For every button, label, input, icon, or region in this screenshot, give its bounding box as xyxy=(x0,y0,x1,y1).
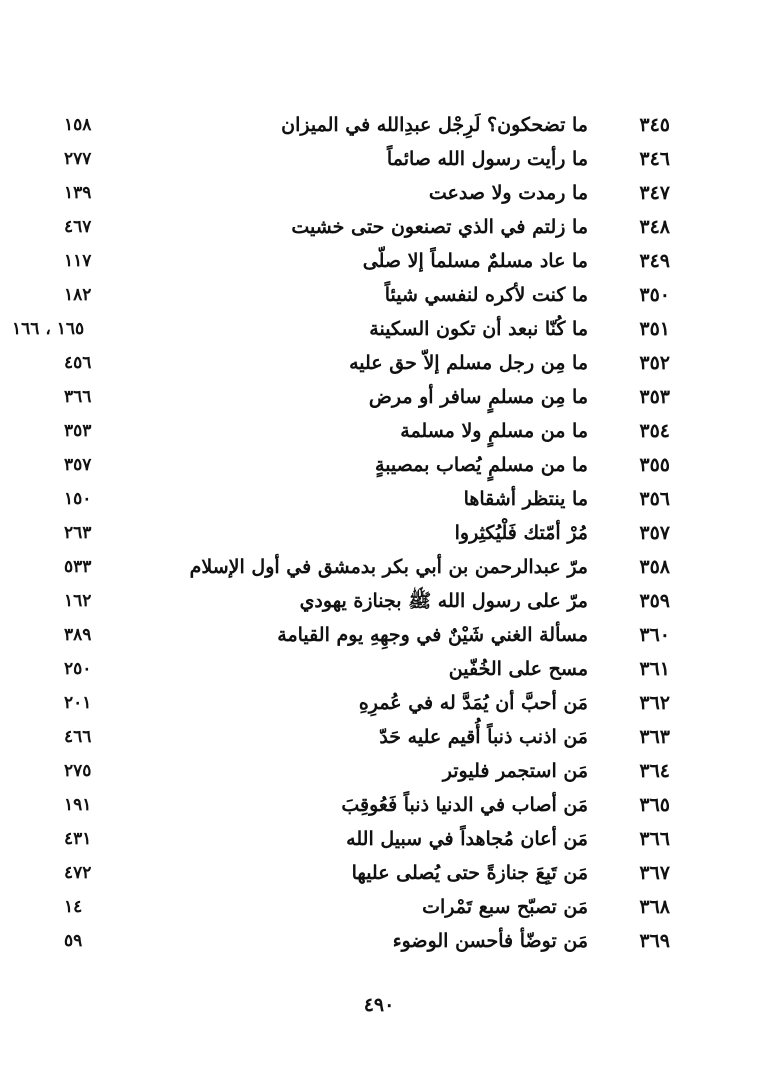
index-row xyxy=(50,448,670,482)
entry-number: ٣٦٨ xyxy=(639,896,670,918)
entry-page: ٢٧٥ xyxy=(64,761,92,781)
index-row xyxy=(50,108,670,142)
index-row xyxy=(50,890,670,924)
index-row xyxy=(50,788,670,822)
index-row xyxy=(50,346,670,380)
entry-title: مسألة الغني شَيْنٌ في وجهِهِ يوم القيامة xyxy=(277,624,588,646)
entry-title: مَن تصبّح سبع تَمْرات xyxy=(422,896,588,918)
entry-page: ٤٦٧ xyxy=(64,217,92,237)
index-row xyxy=(50,414,670,448)
index-row xyxy=(50,550,670,584)
entry-number: ٣٥٣ xyxy=(639,386,670,408)
entry-title: مُرْ أمّتك فَلْيُكثِروا xyxy=(454,522,588,544)
entry-page: ٢٧٧ xyxy=(64,149,92,169)
entry-title: مَن توضّأ فأحسن الوضوء xyxy=(392,930,588,952)
entry-title: ما كنت لأكره لنفسي شيئاً xyxy=(384,284,588,306)
entry-title: ما تضحكون؟ لَرِجْل عبدِالله في الميزان xyxy=(281,114,588,136)
entry-page: ٣٨٩ xyxy=(64,625,92,645)
entry-title: ما من مسلمٍ يُصاب بمصيبةٍ xyxy=(375,454,588,476)
entry-number: ٣٥٤ xyxy=(639,420,670,442)
entry-page: ٥٣٣ xyxy=(64,557,92,577)
index-row xyxy=(50,584,670,618)
entry-page: ١٦٢ xyxy=(64,591,92,611)
entry-title: مَن تَبِعَ جنازةً حتى يُصلى عليها xyxy=(351,862,588,884)
entry-page: ١٩١ xyxy=(64,795,92,815)
entry-number: ٣٥١ xyxy=(639,318,670,340)
entry-number: ٣٤٥ xyxy=(639,114,670,136)
entry-page: ٣٥٧ xyxy=(64,455,92,475)
entry-number: ٣٦١ xyxy=(639,658,670,680)
entry-number: ٣٥٧ xyxy=(639,522,670,544)
entry-number: ٣٦٣ xyxy=(639,726,670,748)
entry-title: مَن استجمر فليوتر xyxy=(442,760,588,782)
entry-page: ١١٧ xyxy=(64,251,92,271)
index-row xyxy=(50,380,670,414)
entry-title: مَن أحبَّ أن يُمَدَّ له في عُمرِهِ xyxy=(358,692,588,714)
index-row xyxy=(50,822,670,856)
entry-title: ما مِن مسلمٍ سافر أو مرض xyxy=(368,386,588,408)
entry-number: ٣٥٨ xyxy=(639,556,670,578)
entry-number: ٣٥٢ xyxy=(639,352,670,374)
hadith-index-list xyxy=(12,108,670,958)
entry-title: ما مِن رجل مسلم إلاّ حق عليه xyxy=(349,352,588,374)
entry-page: ٢٠١ xyxy=(64,693,92,713)
index-row xyxy=(50,244,670,278)
entry-number: ٣٦٦ xyxy=(639,828,670,850)
entry-page: ٤٦٦ xyxy=(64,727,92,747)
index-row xyxy=(50,516,670,550)
index-row xyxy=(50,618,670,652)
entry-number: ٣٥٥ xyxy=(639,454,670,476)
index-row xyxy=(50,176,670,210)
entry-page: ١٥٠ xyxy=(64,489,92,509)
index-row xyxy=(50,652,670,686)
entry-number: ٣٥٩ xyxy=(639,590,670,612)
entry-page: ٣٥٣ xyxy=(64,421,92,441)
entry-page: ١٦٥ ، ١٦٦ xyxy=(12,319,85,339)
entry-page: ٤٣١ xyxy=(64,829,92,849)
entry-title: مَن أعان مُجاهداً في سبيل الله xyxy=(346,828,588,850)
entry-number: ٣٦٤ xyxy=(639,760,670,782)
entry-number: ٣٤٨ xyxy=(639,216,670,238)
entry-title: مرّ على رسول الله ﷺ بجنازة يهودي xyxy=(299,590,588,612)
index-row xyxy=(50,142,670,176)
index-row xyxy=(50,278,670,312)
page-number: ٤٩٠ xyxy=(363,994,395,1016)
index-row xyxy=(50,924,670,958)
entry-title: مَن اذنب ذنباً أُقيم عليه حَدّ xyxy=(379,726,588,748)
entry-page: ٢٦٣ xyxy=(64,523,92,543)
entry-number: ٣٤٩ xyxy=(639,250,670,272)
entry-page: ٢٥٠ xyxy=(64,659,92,679)
entry-page: ٤٧٢ xyxy=(64,863,92,883)
entry-page: ٤٥٦ xyxy=(64,353,92,373)
entry-page: ٣٦٦ xyxy=(64,387,92,407)
entry-title: ما رأيت رسول الله صائماً xyxy=(386,148,588,170)
index-row xyxy=(12,312,670,346)
entry-page: ١٥٨ xyxy=(64,115,92,135)
entry-title: ما من مسلمٍ ولا مسلمة xyxy=(400,420,588,442)
entry-title: ما رمدت ولا صدعت xyxy=(428,182,588,204)
index-row xyxy=(50,754,670,788)
index-row xyxy=(50,686,670,720)
entry-title: ما ينتظر أشقاها xyxy=(463,488,588,510)
entry-title: مسح على الخُفّين xyxy=(448,658,588,680)
entry-title: ما كُنّا نبعد أن تكون السكينة xyxy=(369,318,588,340)
entry-title: ما زلتم في الذي تصنعون حتى خشيت xyxy=(291,216,588,238)
entry-page: ١٤ xyxy=(64,897,83,917)
entry-number: ٣٦٢ xyxy=(639,692,670,714)
entry-number: ٣٦٧ xyxy=(639,862,670,884)
entry-number: ٣٦٠ xyxy=(639,624,670,646)
index-row xyxy=(50,210,670,244)
entry-page: ١٨٢ xyxy=(64,285,92,305)
entry-number: ٣٤٧ xyxy=(639,182,670,204)
entry-number: ٣٥٠ xyxy=(639,284,670,306)
entry-page: ١٣٩ xyxy=(64,183,92,203)
index-row xyxy=(50,856,670,890)
index-row xyxy=(50,720,670,754)
entry-title: ما عاد مسلمٌ مسلماً إلا صلّى xyxy=(362,250,588,272)
entry-number: ٣٦٩ xyxy=(639,930,670,952)
entry-page: ٥٩ xyxy=(64,931,83,951)
entry-number: ٣٦٥ xyxy=(639,794,670,816)
entry-title: مَن أصاب في الدنيا ذنباً فَعُوقِبَ xyxy=(341,794,588,816)
entry-number: ٣٤٦ xyxy=(639,148,670,170)
index-row xyxy=(50,482,670,516)
entry-title: مرّ عبدالرحمن بن أبي بكر بدمشق في أول الإسلام xyxy=(189,556,588,578)
entry-number: ٣٥٦ xyxy=(639,488,670,510)
